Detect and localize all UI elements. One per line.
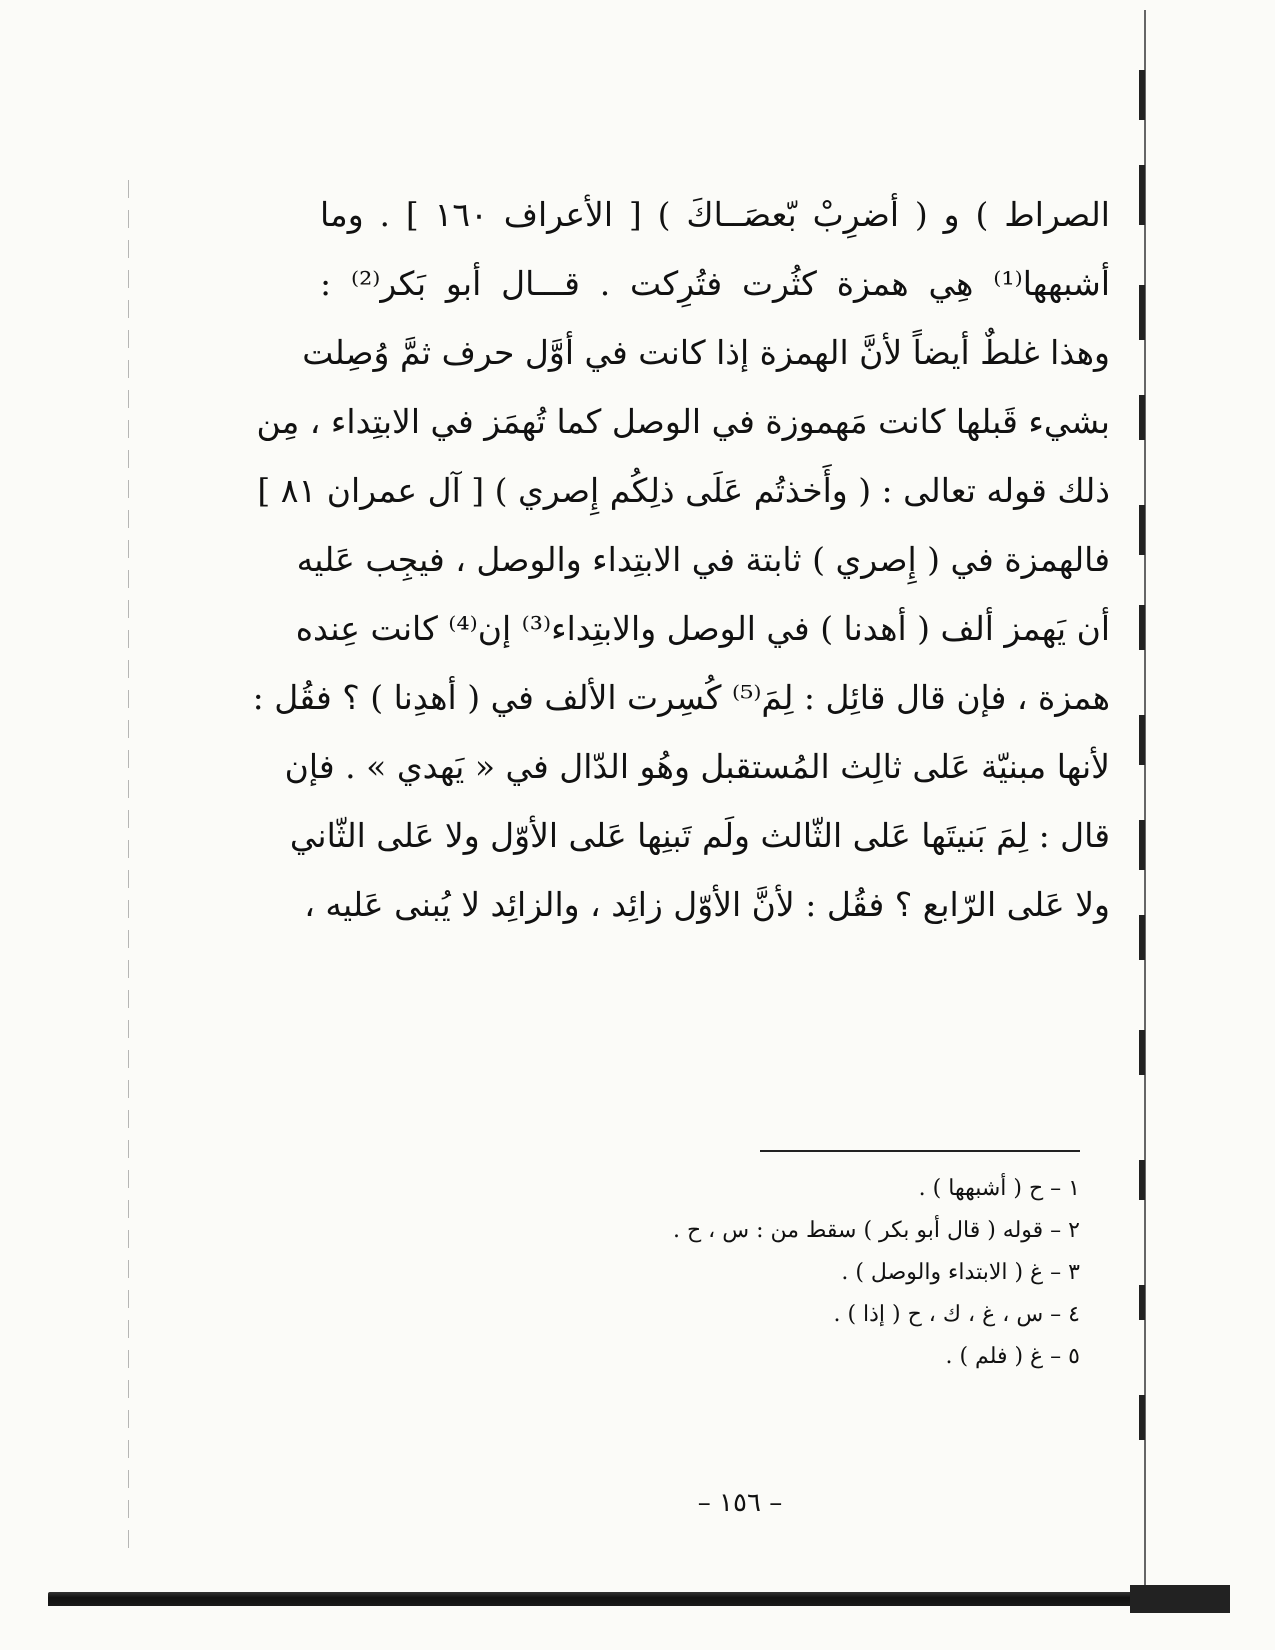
scan-margin-rule <box>128 180 129 1560</box>
footnote-4: ٤ – س ، غ ، ك ، ح ( إذا ) . <box>833 1302 1080 1327</box>
page-number: – ١٥٦ – <box>697 1488 783 1518</box>
text-line-11: ولا عَلى الرّابع ؟ فقُل : لأنَّ الأوّل زائِد ، والزائِد لا يُبنى عَليه ، <box>304 885 1110 924</box>
main-text-block <box>252 180 1110 939</box>
text-line-10: قال : لِمَ بَنيتَها عَلى الثّالث ولَم تَبنِها عَلى الأوّل ولا عَلى الثّاني <box>289 816 1110 855</box>
text-line-9: لأنها مبنيّة عَلى ثالِث المُستقبل وهُو الدّال في « يَهدي » . فإن <box>284 747 1110 786</box>
text-line-2: أشبهها⁽¹⁾ هِي همزة كثُرت فتُرِكت . قـــال أبو بَكر⁽²⁾ : <box>320 264 1110 303</box>
text-line-8: همزة ، فإن قال قائِل : لِمَ⁽⁵⁾ كُسِرت الألف في ( أهدِنا ) ؟ فقُل : <box>252 678 1110 717</box>
footnote-separator <box>760 1150 1080 1152</box>
footnote-2: ٢ – قوله ( قال أبو بكر ) سقط من : س ، ح . <box>672 1218 1080 1243</box>
footnote-3: ٣ – غ ( الابتداء والوصل ) . <box>841 1260 1080 1285</box>
footnote-5: ٥ – غ ( فلم ) . <box>945 1344 1080 1369</box>
scan-bottom-cap <box>1130 1585 1230 1613</box>
text-line-1: الصراط ) و ( أضرِبْ بّعصَــاكَ ) [ الأعراف ١٦٠ ] . وما <box>320 195 1110 234</box>
text-line-5: ذلك قوله تعالى : ( وأَخذتُم عَلَى ذلِكُم إِصري ) [ آل عمران ٨١ ] <box>257 471 1110 510</box>
footnote-1: ١ – ح ( أشبهها ) . <box>918 1176 1080 1201</box>
text-line-7: أن يَهمز ألف ( أهدنا ) في الوصل والابتِداء⁽³⁾ إن⁽⁴⁾ كانت عِنده <box>295 609 1110 648</box>
scan-right-edge <box>1135 0 1151 1600</box>
scan-bottom-bar <box>48 1592 1228 1606</box>
footnotes <box>540 1168 1080 1378</box>
text-line-3: وهذا غلطٌ أيضاً لأنَّ الهمزة إذا كانت في أوَّل حرف ثمَّ وُصِلت <box>302 333 1110 372</box>
text-line-6: فالهمزة في ( إِصري ) ثابتة في الابتِداء والوصل ، فيجِب عَليه <box>296 540 1110 579</box>
text-line-4: بشيء قَبلها كانت مَهموزة في الوصل كما تُهمَز في الابتِداء ، مِن <box>256 402 1110 441</box>
